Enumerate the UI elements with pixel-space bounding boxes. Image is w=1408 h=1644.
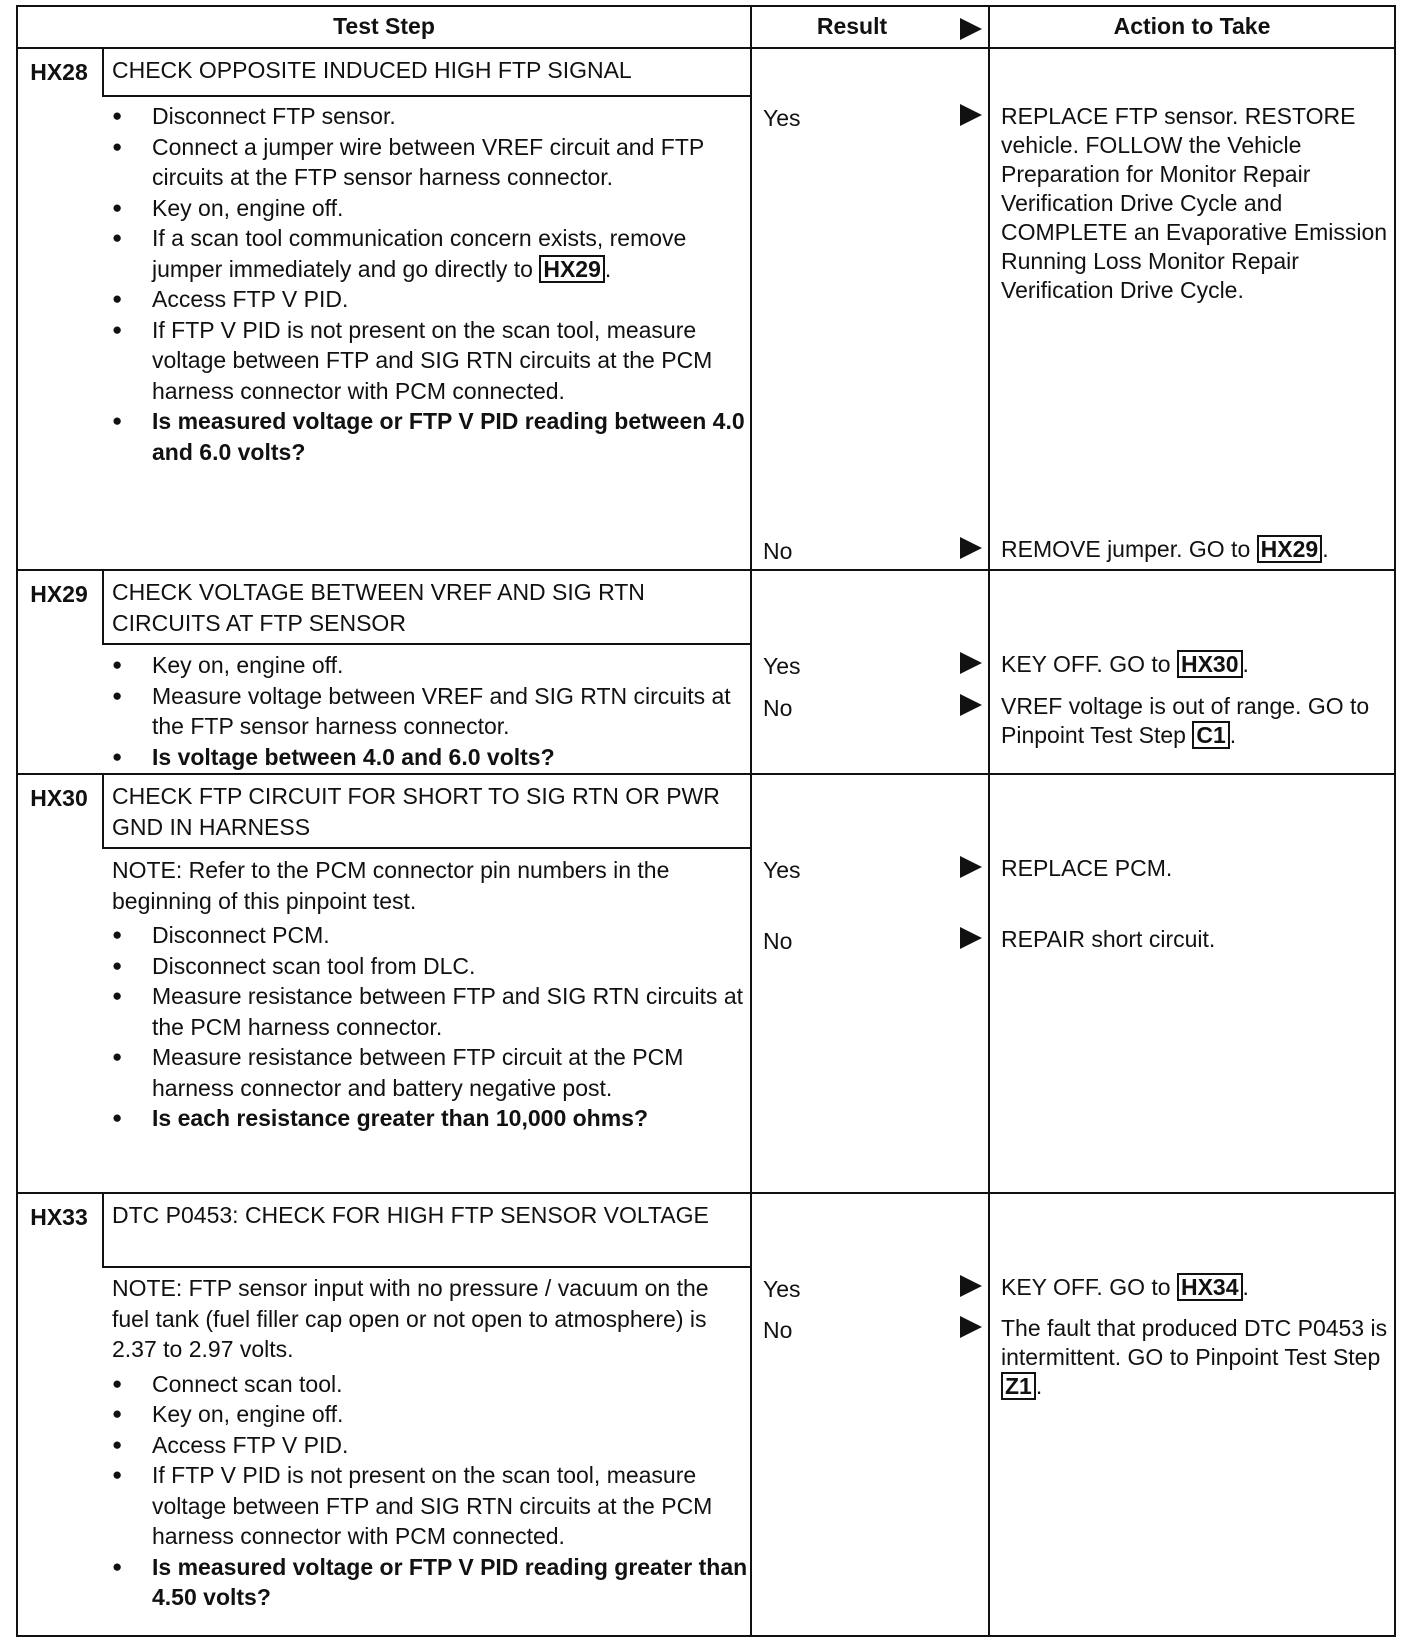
step-id-divider [102,49,104,95]
step-title: DTC P0453: CHECK FOR HIGH FTP SENSOR VOLTAGE [112,1202,709,1228]
step-note: NOTE: Refer to the PCM connector pin numbers in the beginning of this pinpoint test. [112,857,670,914]
step-bullet: ● Disconnect scan tool from DLC. [112,951,752,982]
result-yes: Yes [763,105,801,131]
step-bullet: ● Access FTP V PID. [112,284,752,315]
step-bullet: ● If FTP V PID is not present on the scan tool, measure voltage between FTP and SIG RTN circuits at the PCM harness connector with PCM connected. [112,1460,752,1552]
step-bullet: ● Disconnect PCM. [112,920,752,951]
result-no: No [763,928,793,954]
step-question: ● Is voltage between 4.0 and 6.0 volts? [112,742,752,773]
action-ref-link[interactable]: HX30 [1177,650,1243,678]
step-ref-link[interactable]: HX29 [539,255,605,283]
step-bullet: ● Connect a jumper wire between VREF circuit and FTP circuits at the FTP sensor harness connector. [112,132,752,193]
action-ref-link[interactable]: HX29 [1257,535,1323,563]
action-text: KEY OFF. GO to [1001,651,1171,677]
result-arrow-icon [960,652,982,674]
header-arrow-icon [960,18,982,40]
result-arrow-icon [960,104,982,126]
table-right-border [1394,5,1396,1637]
result-arrow-icon [960,856,982,878]
step-note: NOTE: FTP sensor input with no pressure / vacuum on the fuel tank (fuel filler cap open or not open to atmosphere) is 2.37 to 2.97 volts. [112,1275,709,1362]
step-id-divider [102,1194,104,1266]
step-title-divider [102,643,750,645]
step-id-divider [102,775,104,847]
step-question: ● Is each resistance greater than 10,000 ohms? [112,1103,752,1134]
header-result: Result [816,12,888,39]
step-title-divider [102,95,750,97]
step-bullet: ● Key on, engine off. [112,650,752,681]
step-body [112,650,752,772]
action-no: The fault that produced DTC P0453 is intermittent. GO to Pinpoint Test Step Z1 . [1001,1315,1388,1399]
step-title: CHECK OPPOSITE INDUCED HIGH FTP SIGNAL [112,57,632,83]
header-action: Action to Take [1113,12,1271,39]
result-yes: Yes [763,1276,801,1302]
action-text: VREF voltage is out of range. GO to Pinpoint Test Step [1001,693,1370,748]
step-bullet: ● If FTP V PID is not present on the scan tool, measure voltage between FTP and SIG RTN circuits at the PCM harness connector with PCM connected. [112,315,752,407]
step-id: HX33 [30,1204,88,1230]
step-bullet: ● Key on, engine off. [112,1399,752,1430]
result-arrow-icon [960,537,982,559]
action-text: The fault that produced DTC P0453 is intermittent. GO to Pinpoint Test Step [1001,1315,1388,1370]
step-title-divider [102,847,750,849]
action-ref-link[interactable]: C1 [1192,721,1229,749]
step-body [112,101,752,467]
bullet-text: If a scan tool communication concern exists, remove jumper immediately and go directly to [152,225,687,282]
action-yes: KEY OFF. GO to HX30 . [1001,651,1249,677]
result-yes: Yes [763,857,801,883]
step-id-divider [102,571,104,643]
result-arrow-icon [960,927,982,949]
action-yes: REPLACE PCM. [1001,855,1173,881]
step-body [112,1273,752,1613]
action-text: REMOVE jumper. GO to [1001,536,1251,562]
action-yes: REPLACE FTP sensor. RESTORE vehicle. FOLLOW the Vehicle Preparation for Monitor Repair Verification Drive Cycle and COMPLETE an Evaporative Emission Running Loss Monitor Repair Verification Drive Cycle. [1001,103,1388,303]
action-no: REPAIR short circuit. [1001,926,1216,952]
result-no: No [763,538,793,564]
result-arrow-icon [960,1316,982,1338]
diagnostic-table [16,5,1396,1637]
result-yes: Yes [763,653,801,679]
step-bullet: ● Measure resistance between FTP and SIG RTN circuits at the PCM harness connector. [112,981,752,1042]
action-text: KEY OFF. GO to [1001,1274,1171,1300]
step-bullet: ● Disconnect FTP sensor. [112,101,752,132]
step-question: ● Is measured voltage or FTP V PID reading between 4.0 and 6.0 volts? [112,406,752,467]
result-arrow-icon [960,1275,982,1297]
result-arrow-icon [960,694,982,716]
step-bullet: ● Connect scan tool. [112,1369,752,1400]
action-column-line [988,5,990,1637]
step-bullet: ● If a scan tool communication concern exists, remove jumper immediately and go directly to HX29 . [112,223,752,284]
step-title: CHECK VOLTAGE BETWEEN VREF AND SIG RTN CIRCUITS AT FTP SENSOR [112,579,645,636]
action-ref-link[interactable]: Z1 [1001,1372,1036,1400]
step-bullet: ● Key on, engine off. [112,193,752,224]
action-no: VREF voltage is out of range. GO to Pinpoint Test Step C1 . [1001,693,1370,748]
step-id: HX30 [30,785,88,811]
step-id: HX28 [30,59,88,85]
table-bottom-border [16,1635,1396,1637]
result-no: No [763,1317,793,1343]
result-no: No [763,695,793,721]
step-bullet: ● Measure voltage between VREF and SIG RTN circuits at the FTP sensor harness connector. [112,681,752,742]
step-id: HX29 [30,581,88,607]
step-bullet: ● Access FTP V PID. [112,1430,752,1461]
action-no: REMOVE jumper. GO to HX29 . [1001,536,1329,562]
step-title: CHECK FTP CIRCUIT FOR SHORT TO SIG RTN OR PWR GND IN HARNESS [112,783,720,840]
step-body [112,855,752,1134]
step-question: ● Is measured voltage or FTP V PID reading greater than 4.50 volts? [112,1552,752,1613]
step-bullet: ● Measure resistance between FTP circuit at the PCM harness connector and battery negative post. [112,1042,752,1103]
header-test-step: Test Step [333,12,435,39]
action-yes: KEY OFF. GO to HX34 . [1001,1274,1249,1300]
step-title-divider [102,1266,750,1268]
action-ref-link[interactable]: HX34 [1177,1273,1243,1301]
